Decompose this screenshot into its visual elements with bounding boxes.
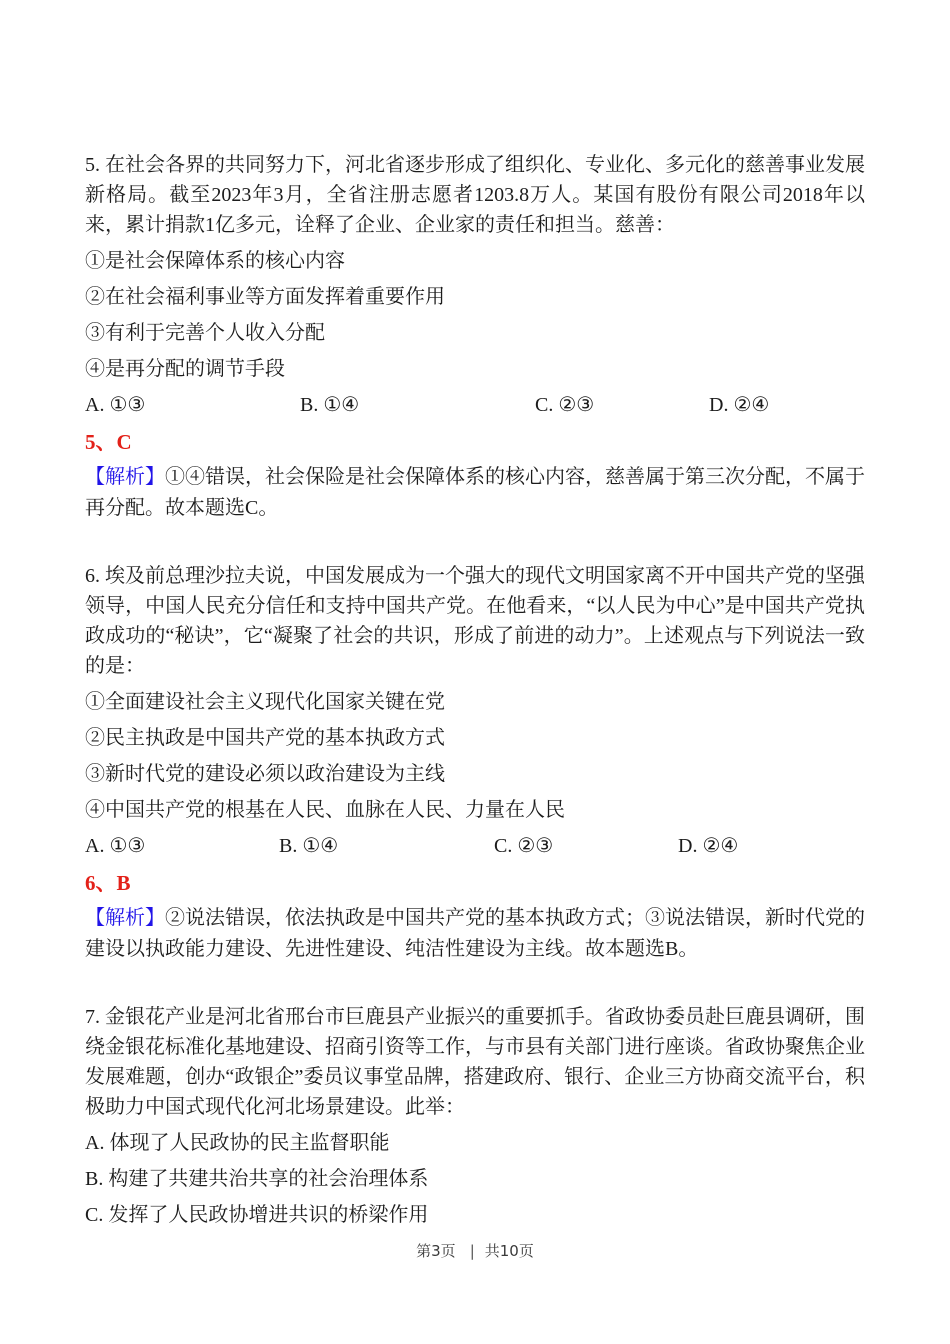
footer-current-page: 第3页 — [416, 1242, 456, 1260]
question-5-item-1: ①是社会保障体系的核心内容 — [85, 250, 345, 272]
analysis-text: ①④错误，社会保险是社会保障体系的核心内容，慈善属于第三次分配，不属于再分配。故本题选C。 — [85, 466, 865, 519]
question-6-option-a: A. ①③ — [85, 835, 146, 857]
analysis-text: ②说法错误，依法执政是中国共产党的基本执政方式；③说法错误，新时代党的建设以执政能力建设、先进性建设、纯洁性建设为主线。故本题选B。 — [85, 907, 865, 960]
question-7 — [85, 1002, 865, 1230]
analysis-label: 【解析】 — [85, 466, 165, 488]
question-6-option-c: C. ②③ — [494, 835, 554, 857]
question-5 — [85, 150, 865, 524]
question-5-option-c: C. ②③ — [535, 394, 595, 416]
question-5-stem: 5. 在社会各界的共同努力下，河北省逐步形成了组织化、专业化、多元化的慈善事业发展新格局。截至2023年3月，全省注册志愿者1203.8万人。某国有股份有限公司2018年以来，累计捐款1亿多元，诠释了企业、企业家的责任和担当。慈善： — [85, 154, 865, 236]
question-6-option-b: B. ①④ — [279, 835, 339, 857]
question-7-option-c: C. 发挥了人民政协增进共识的桥梁作用 — [85, 1204, 429, 1226]
analysis-label: 【解析】 — [85, 907, 165, 929]
question-5-options — [85, 390, 865, 420]
question-5-item-3: ③有利于完善个人收入分配 — [85, 322, 325, 344]
question-6-item-1: ①全面建设社会主义现代化国家关键在党 — [85, 691, 445, 713]
question-5-analysis — [85, 462, 865, 524]
question-6-stem: 6. 埃及前总理沙拉夫说，中国发展成为一个强大的现代文明国家离不开中国共产党的坚强领导，中国人民充分信任和支持中国共产党。在他看来，“以人民为中心”是中国共产党执政成功的“秘诀”，它“凝聚了社会的共识，形成了前进的动力”。上述观点与下列说法一致的是： — [85, 565, 865, 677]
question-5-answer: 5、C — [85, 430, 132, 454]
question-7-stem: 7. 金银花产业是河北省邢台市巨鹿县产业振兴的重要抓手。省政协委员赴巨鹿县调研，围绕金银花标准化基地建设、招商引资等工作，与市县有关部门进行座谈。省政协聚焦企业发展难题，创办“政银企”委员议事堂品牌，搭建政府、银行、企业三方协商交流平台，积极助力中国式现代化河北场景建设。此举： — [85, 1006, 865, 1118]
footer-separator: | — [469, 1242, 475, 1260]
question-6-options — [85, 831, 865, 861]
question-6-item-4: ④中国共产党的根基在人民、血脉在人民、力量在人民 — [85, 799, 565, 821]
question-5-option-d: D. ②④ — [709, 394, 770, 416]
question-6-option-d: D. ②④ — [678, 835, 739, 857]
question-5-option-a: A. ①③ — [85, 394, 146, 416]
question-6-item-2: ②民主执政是中国共产党的基本执政方式 — [85, 727, 445, 749]
question-6-item-3: ③新时代党的建设必须以政治建设为主线 — [85, 763, 445, 785]
question-7-option-a: A. 体现了人民政协的民主监督职能 — [85, 1132, 390, 1154]
question-5-option-b: B. ①④ — [300, 394, 360, 416]
question-6 — [85, 561, 865, 965]
question-7-option-b: B. 构建了共建共治共享的社会治理体系 — [85, 1168, 429, 1190]
question-6-answer: 6、B — [85, 871, 131, 895]
question-5-item-2: ②在社会福利事业等方面发挥着重要作用 — [85, 286, 445, 308]
page-footer — [0, 1240, 950, 1261]
footer-total-pages: 共10页 — [484, 1242, 534, 1260]
question-5-item-4: ④是再分配的调节手段 — [85, 358, 285, 380]
question-6-analysis — [85, 903, 865, 965]
